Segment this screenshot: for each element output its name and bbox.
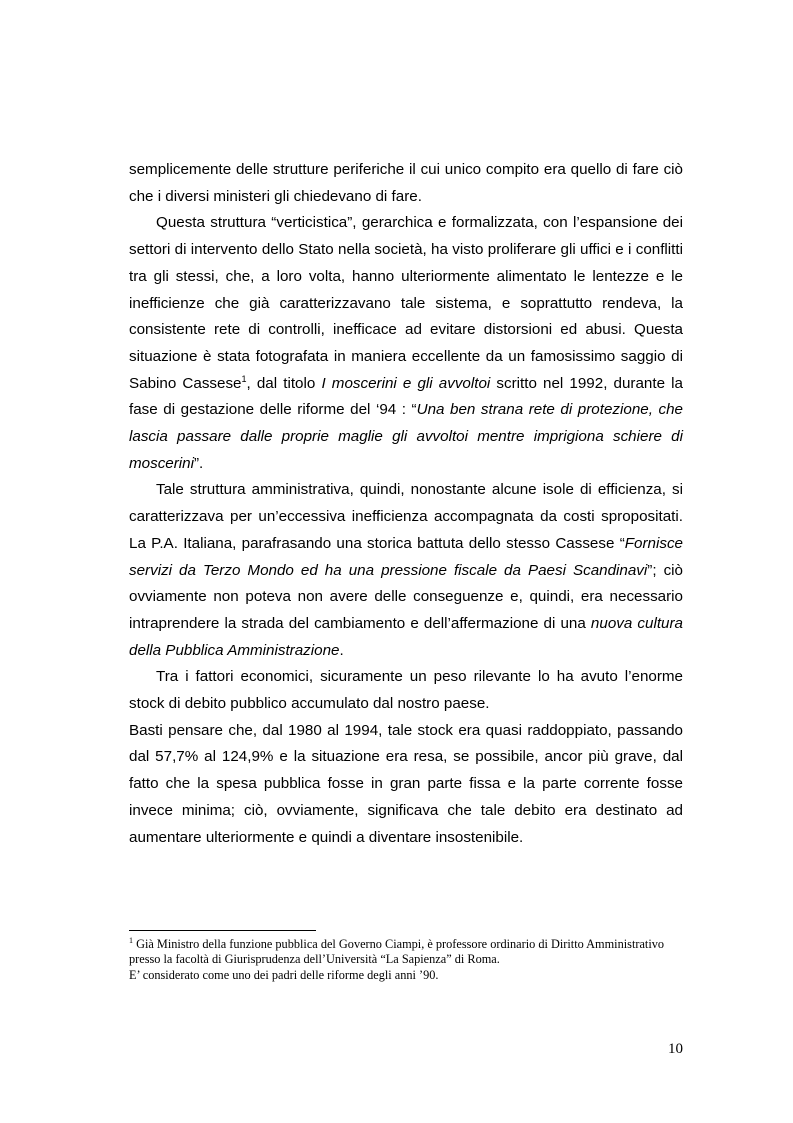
paragraph-5: Basti pensare che, dal 1980 al 1994, tale stock era quasi raddoppiato, passando dal 57,7% al 124,9% e la situazione era resa, se possibile, ancor più grave, dal fatto che la spesa pubblica fosse in gran parte fissa e la parte corrente fosse invece minima; ciò, ovviamente, significava che tale debito era destinato ad aumentare ulteriormente e quindi a diventare insostenibile. [129,721,683,846]
quotation: Una ben strana rete di protezione, che lascia passare dalle proprie maglie gli avvoltoi mentre imprigiona schiere di moscerini [129,401,683,472]
body-text [129,157,683,851]
paragraph-2: Questa struttura “verticistica”, gerarchica e formalizzata, con l’espansione dei settori di intervento dello Stato nella società, ha visto proliferare gli uffici e i conflitti tra gli stessi, che, a loro volta, hanno ulteriormente alimentato le lentezze e le inefficienze che già caratterizzavano tale sistema, e soprattutto rendeva, la consistente rete di controlli, inefficace ad evitare distorsioni ed abusi. Questa situazione è stata fotografata in maniera eccellente da un famosissimo saggio di Sabino Cassese$^1$, dal titolo I moscerini e gli avvoltoi scritto nel 1992, durante la fase di gestazione delle riforme del ‘94 : “Una ben strana rete di protezione, che lascia passare dalle proprie maglie gli avvoltoi mentre imprigiona schiere di moscerini”. [129,214,683,472]
footnote-number: 1 [129,935,133,945]
footnote-reference: 1 [241,373,247,384]
quotation: Fornisce servizi da Terzo Mondo ed ha una pressione fiscale da Paesi Scandinavi [129,534,683,579]
footnote: $^1$ Già Ministro della funzione pubblica del Governo Ciampi, è professore ordinario di Diritto Amministrativo presso la facoltà di Giurisprudenza dell’Università “La Sapienza” di Roma. E’ considerato come uno dei padri delle riforme degli anni ’90. [129,935,665,982]
page-number: 10 [668,1041,683,1057]
book-title: I moscerini e gli avvoltoi [321,374,491,392]
paragraph-1: semplicemente delle strutture periferiche il cui unico compito era quello di fare ciò che i diversi ministeri gli chiedevano di fare. [129,161,683,205]
emphasis: nuova cultura della Pubblica Amministrazione [129,614,683,659]
footnote-divider [129,930,316,931]
paragraph-4: Tra i fattori economici, sicuramente un peso rilevante lo ha avuto l’enorme stock di debito pubblico accumulato dal nostro paese. [129,668,683,713]
paragraph-3: Tale struttura amministrativa, quindi, nonostante alcune isole di efficienza, si caratterizzava per un’eccessiva inefficienza accompagnata da costi spropositati. La P.A. Italiana, parafrasando una storica battuta dello stesso Cassese “Fornisce servizi da Terzo Mondo ed ha una pressione fiscale da Paesi Scandinavi”; ciò ovviamente non poteva non avere delle conseguenze e, quindi, era necessario intraprendere la strada del cambiamento e dell’affermazione di una nuova cultura della Pubblica Amministrazione. [129,481,683,659]
